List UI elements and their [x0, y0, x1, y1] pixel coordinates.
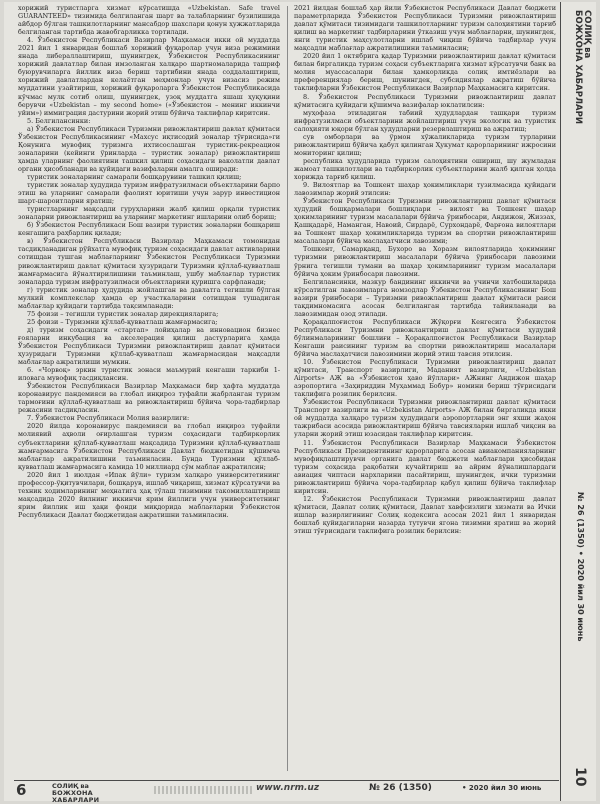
page-footer [14, 780, 559, 804]
paragraph: 2020 йил 1 октябрига қадар Туризмни ривожлантириш давлат қўмитаси билан биргаликда туризм соҳаси субъектларига хизмат кўрсатувчи банк ва молия муассасалари билан ҳамкорликда солиқ имтиёзлари ва преференциялар бериш, шунингдек, субсидиялар ажратиш бўйича таклифларни Ўзбекистон Республикаси Вазирлар Маҳкамасига киритсин. [294, 52, 556, 93]
side-logo-line1: СОЛИҚ ва [582, 10, 592, 59]
side-page-number: 10 [572, 767, 588, 787]
paragraph: д) туризм соҳасидаги «стартап» лойиҳалар ва инновацион бизнес ғояларни инкубация ва акселерация қилиш дастурларига ҳамда Ўзбекистон Республикаси Туризмни ривожлантириш давлат қўмитаси ҳузуридаги Туризмни қўллаб-қувватлаш жамғармасидан мақсадли маблағлар ажратилиши мумкин. [18, 325, 280, 367]
paragraph: 25 фоизи – Туризмни қўллаб-қувватлаш жамғармасига; [27, 317, 218, 326]
paragraph: муҳофаза этиладиган табиий ҳудудлардан ташқари туризм инфратузилмаси объектларини жойлаштириш учун экологик ва туристик салоҳияти юқори бўлган ҳудудларни резервлаштириш ва ажратиш; [294, 108, 556, 133]
paragraph: 12. Ўзбекистон Республикаси Туризмни ривожлантириш давлат қўмитаси, Давлат солиқ қўмитаси, Давлат хавфсизлиги хизмати ва Ички ишлар вазирлигининг Солиқ кодексига асосан 2021 йил 1 январидан бошлаб қуйидагиларни назарда тутувчи ягона тизимни яратиш ва жорий этиш тўғрисидаги таклифига розилик берилсин: [294, 494, 556, 536]
paragraph: 4. Ўзбекистон Республикаси Вазирлар Маҳкамаси икки ой муддатда 2021 йил 1 январидан бошлаб хорижий фуқаролар учун виза режимини янада либераллаштириш, шунингдек, Ўзбекистон Республикасининг хорижий давлатлар билан имзоланган халқаро шартномаларида ташриф буюрувчиларга йиллик виза бериш тартибини янада соддалаштириш, хорижий давлатлардан келаётган меҳмонлар учун визасиз режим муддатини узайтириш, хорижий фуқароларга Ўзбекистон Республикасида кўчмас мулк сотиб олиш, шунингдек, узоқ муддатга яшаш ҳуқуқини берувчи «Uzbekistan – my second home» («Ўзбекистон – менинг иккинчи уйим») иммиграция дастурини жорий этиш бўйича таклифлар киритсин. [18, 36, 280, 117]
right-column [294, 4, 556, 774]
side-logo [565, 10, 592, 124]
paragraph: хорижий туристларга хизмат кўрсатишда «Uzbekistan. Safe travel GUARANTEED» тизимида белгиланган шарт ва талабларнинг бузилишида айбдор бўлган ташкилотларнинг мансабдор шахслари қонун ҳужжатларида белгиланган тартибда жавобгарликка тортилади. [18, 4, 280, 37]
footer-logo [52, 782, 132, 804]
paragraph: 9. Вилоятлар ва Тошкент шаҳар ҳокимликлари тузилмасида қуйидаги лавозимлар жорий этилсин: [294, 181, 556, 198]
paragraph: 2020 йилда коронавирус пандемияси ва глобал инқироз туфайли молиявий аҳволи оғирлашган туризм соҳасидаги тадбиркорлик субъектларини қўллаб-қувватлаш мақсадида Туризмни қўллаб-қувватлаш жамғармасига Ўзбекистон Республикаси Давлат бюджетидан қўшимча маблағлар ажратилишини таъминласин. Бунда Туризмни қўллаб-қувватлаш жамғармасига камида 10 миллиард сўм маблағ ажратилсин; [18, 422, 280, 471]
paragraph: 6. «Чорвоқ» эркин туристик зонаси маъмурий кенгаши таркиби 1-иловага мувофиқ тасдиқлансин. [18, 366, 280, 383]
paragraph: Ўзбекистон Республикаси Туризмни ривожлантириш давлат қўмитаси Транспорт вазирлиги ва «Uzbekistan Airports» АЖ билан биргаликда икки ой муддатда халқаро туризм ҳудудидаги аэропортларни энг яхши жаҳон тажрибаси асосида ривожлантириш бўйича тавсияларни ишлаб чиқсин ва уларни жорий этиш юзасидан таклифлар киритсин. [294, 398, 556, 439]
footer-date: • 2020 йил 30 июнь [462, 784, 542, 792]
left-column [18, 4, 280, 774]
paragraph: а) Ўзбекистон Республикаси Туризмни ривожлантириш давлат қўмитаси Ўзбекистон Республикасининг «Махсус иқтисодий зоналар тўғрисида»ги Қонунига мувофиқ туризмга ихтисослашган туристик-рекреацион зоналарини (кейинги ўринларда – туристик зоналар) ривожлантириш ҳамда уларнинг фаолиятини ташкил қилиш соҳасидаги ваколатли давлат органи ҳисобланади ва қуйидаги вазифаларни амалга оширади: [18, 124, 280, 173]
footer-stripes [154, 786, 254, 794]
side-strip [560, 2, 595, 801]
paragraph: 75 фоизи – тегишли туристик зоналар дирекцияларига; [27, 309, 219, 318]
paragraph: в) Ўзбекистон Республикаси Вазирлар Маҳкамаси томонидан тасдиқланадиган рўйхатга мувофиқ туризм соҳасидаги давлат активларини сотишдан тушган маблағларнинг Ўзбекистон Республикаси Туризмни ривожлантириш давлат қўмитаси ҳузуридаги Туризмни қўллаб-қувватлаш жамғармасига йўналтирилишини таъминлаш, ушбу маблағлар туристик зоналарда туризм инфратузилмаси объектларини қуришга сарфланади; [18, 237, 280, 286]
footer-page-number: 6 [16, 781, 27, 799]
paragraph: Белгилансинки, мазкур бандининг иккинчи ва учинчи хатбошиларида кўрсатилган лавозимларга номзодлар Ўзбекистон Республикасининг Бош вазири ўринбосари – Туризмни ривожлантириш давлат қўмитаси раиси тақдимномасига асосан белгиланган тартибда тайинланади ва лавозимидан озод этилади. [294, 277, 556, 318]
paragraph: 2020 йил 1 июлдан «Ипак йўли» туризм халқаро университетининг профессор-ўқитувчилари, бошқарув, ишлаб чиқариш, хизмат кўрсатувчи ва техник ходимларининг меҳнатига ҳақ тўлаш тизимини такомиллаштириш мақсадида 2020 йилнинг иккинчи ярим йиллиги учун университетнинг ярим йиллик иш ҳақи фонди миқдорида маблағларни Ўзбекистон Республикаси Давлат бюджетидан ажратишни таъминласин. [18, 470, 280, 519]
page-body [18, 2, 556, 782]
footer-logo-line1: СОЛИҚ ва [52, 782, 89, 790]
paragraph: 7. Ўзбекистон Республикаси Молия вазирлиги: [27, 414, 190, 423]
column-divider [287, 6, 288, 771]
paragraph: 10. Ўзбекистон Республикаси Туризмни ривожлантириш давлат қўмитаси, Транспорт вазирлиги, Маданият вазирлиги, «Uzbekistan Airports» АЖ ва «Ўзбекистон ҳаво йўллари» АЖнинг Андижон шаҳар аэропортига «Заҳириддин Муҳаммад Бобур» номини бериш тўғрисидаги таклифига розилик берилсин. [294, 358, 556, 399]
paragraph: Ўзбекистон Республикаси Туризмни ривожлантириш давлат қўмитаси ҳудудий бошқармалари бошлиқлари – вилоят ва Тошкент шаҳар ҳокимларининг туризм масалалари бўйича ўринбосари, Андижон, Жиззах, Қашқадарё, Наманган, Навоий, Сирдарё, Сурхондарё, Фарғона вилоятлари ва Тошкент шаҳар ҳокимликларида туризм ва спортни ривожлантириш масалалари бўйича маслаҳатчиси лавозими; [294, 197, 556, 246]
side-logo-line2: БОЖХОНА ХАБАРЛАРИ [573, 10, 583, 124]
paragraph: республика ҳудудларида туризм салоҳиятини ошириш, шу жумладан жамоат ташкилотлари ва тадбиркорлик субъектларини жалб қилган ҳолда хорижда тарғиб қилиш. [294, 156, 556, 181]
footer-issue: № 26 (1350) [369, 783, 432, 793]
paragraph: б) Ўзбекистон Республикаси Бош вазири туристик зоналарни бошқариш кенгашига раҳбарлик қилади; [18, 221, 280, 238]
footer-url: www.nrm.uz [256, 783, 320, 793]
paragraph: Ўзбекистон Республикаси Вазирлар Маҳкамаси бир ҳафта муддатда коронавирус пандемияси ва глобал инқироз туфайли жабрланган туризм тармоғини қўллаб-қувватлаш ва ривожлантириш бўйича чора-тадбирлар режасини тасдиқласин. [18, 382, 280, 415]
paragraph: туристик зоналар ҳудудида туризм инфратузилмаси объектларини барпо этиш ва уларнинг самарали фаолият юритиши учун зарур инвестицион шарт-шароитларни яратиш; [18, 181, 280, 206]
paragraph: Тошкент, Самарқанд, Бухоро ва Хоразм вилоятларида ҳокимнинг туризмни ривожлантириш масалалари бўйича ўринбосари лавозими ўрнига тегишли тумани ва шаҳар ҳокимларининг туризм масалалари бўйича ҳоким ўринбосари лавозими. [294, 245, 556, 278]
paragraph: 2021 йилдан бошлаб ҳар йили Ўзбекистон Республикаси Давлат бюджети параметрларида Ўзбекистон Республикаси Туризмни ривожлантириш давлат қўмитаси тизимидаги ташкилотларнинг туризм салоҳиятини тарғиб қилиш ва маркетинг тадбирларини ўтказиш учун маблағларни, шунингдек, янги туристик маҳсулотларни ишлаб чиқиш бўйича тадбирлар учун мақсадли маблағлар ажратилишини таъминласин; [294, 4, 556, 53]
footer-logo-line2: БОЖХОНА ХАБАРЛАРИ [52, 789, 100, 804]
paragraph: Қорақалпоғистон Республикаси Жўқорғи Кенгесига Ўзбекистон Республикаси Туризмни ривожлантириш давлат қўмитаси ҳудудий бўлинмаларининг бошлиғи – Қорақалпоғистон Республикаси Вазирлар Кенгаши раисининг туризм ва спортни ривожлантириш масалалари бўйича маслаҳатчиси лавозимини жорий этиш тавсия этилсин. [294, 317, 556, 359]
paragraph: туристларнинг мақсадли гуруҳларини жалб қилиш орқали туристик зоналарни ривожлантириш ва уларнинг маркетинг ишларини олиб бориш; [18, 205, 280, 222]
paragraph: туристик зоналарнинг самарали бошқарувини ташкил қилиш; [27, 172, 242, 181]
newspaper-page [4, 2, 596, 804]
side-issue: № 26 (1350) • 2020 йил 30 июнь [576, 492, 585, 642]
paragraph: 11. Ўзбекистон Республикаси Вазирлар Маҳкамаси Ўзбекистон Республикаси Президентининг қарорларига асосан авиакомпанияларнинг мувофиқлаштирувчи органига давлат бюджети маблағлари ҳисобидан туризм соҳасида рақобатни кучайтириш ва айрим йўналишлардаги авиация чиптаси нархларини пасайтириш, шунингдек, ички туризмни ривожлантириш бўйича чора-тадбирлар қабул қилиш бўйича таклифлар киритсин. [294, 438, 556, 495]
paragraph: г) туристик зоналар ҳудудида жойлашган ва давлатга тегишли бўлган мулкий комплекслар ҳамда ер участкаларини сотишдан тушадиган маблағлар қуйидаги тартибда тақсимланади: [18, 285, 280, 310]
paragraph: сув омборлари ва ўрмон хўжаликларида туризм турларини ривожлантириш бўйича қабул қилинган Ҳукумат қарорларининг ижросини мониторинг қилиш; [294, 132, 556, 157]
paragraph: 8. Ўзбекистон Республикаси Туризмни ривожлантириш давлат қўмитасига қуйидаги қўшимча вазифалар юклатилсин: [294, 92, 556, 109]
paragraph: 5. Белгилансинки: [27, 116, 91, 125]
